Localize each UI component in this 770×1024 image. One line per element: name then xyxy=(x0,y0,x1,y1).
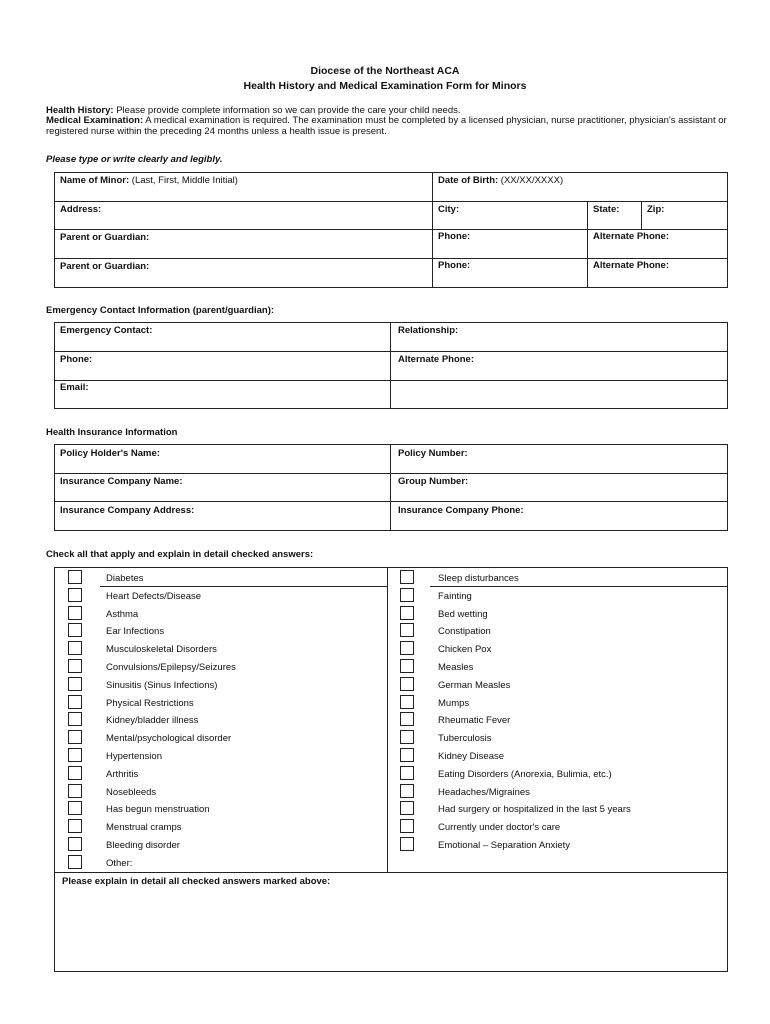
checklist-item-label: Arthritis xyxy=(106,769,139,780)
checklist-item-label: Sinusitis (Sinus Infections) xyxy=(106,680,218,691)
health-history-label: Health History: xyxy=(46,105,114,116)
checkbox[interactable] xyxy=(400,641,414,655)
guardian1-phone-label: Phone: xyxy=(438,231,471,242)
guardian1-label: Parent or Guardian: xyxy=(60,232,150,243)
checkbox[interactable] xyxy=(400,588,414,602)
guardian2-phone-field[interactable] xyxy=(438,260,470,271)
checklist-item-label: Ear Infections xyxy=(106,626,165,637)
checklist-item-label: Diabetes xyxy=(106,573,144,584)
checkbox[interactable] xyxy=(68,588,82,602)
divider xyxy=(641,201,642,229)
emergency-phone-label: Phone: xyxy=(60,354,93,365)
checkbox[interactable] xyxy=(68,712,82,726)
relationship-field[interactable] xyxy=(398,325,458,336)
medical-exam-text: A medical examination is required. The examination must be completed by a licensed physician, nurse practitioner, physician's assistant or registered nurse within the preceding 24 months unless a health issue is present. xyxy=(46,115,727,137)
checklist-item-label: Headaches/Migraines xyxy=(438,787,530,798)
checkbox[interactable] xyxy=(68,730,82,744)
checkbox[interactable] xyxy=(400,837,414,851)
checklist-item-label: Asthma xyxy=(106,609,139,620)
checkbox[interactable] xyxy=(400,784,414,798)
emergency-contact-label: Emergency Contact: xyxy=(60,325,153,336)
emergency-phone-field[interactable] xyxy=(60,354,92,365)
checkbox[interactable] xyxy=(400,801,414,815)
health-history-text: Please provide complete information so we can provide the care your child needs. xyxy=(113,105,461,116)
emergency-alt-phone-field[interactable] xyxy=(398,354,474,365)
zip-label: Zip: xyxy=(647,204,665,215)
policy-holder-label: Policy Holder's Name: xyxy=(60,448,160,459)
checklist-item-label: Sleep disturbances xyxy=(438,573,519,584)
checkbox[interactable] xyxy=(68,695,82,709)
insurance-address-label: Insurance Company Address: xyxy=(60,505,195,516)
divider xyxy=(587,201,588,288)
checklist-item-label: Nosebleeds xyxy=(106,787,157,798)
checklist-item-label: Bleeding disorder xyxy=(106,840,180,851)
checklist-item-label: Rheumatic Fever xyxy=(438,715,511,726)
guardian1-alt-phone-field[interactable] xyxy=(593,231,669,242)
group-number-label: Group Number: xyxy=(398,476,469,487)
checklist-item-label: Fainting xyxy=(438,591,472,602)
divider xyxy=(54,872,728,873)
address-label: Address: xyxy=(60,204,102,215)
divider xyxy=(54,501,728,502)
checkbox[interactable] xyxy=(68,855,82,869)
checklist-item-label: Physical Restrictions xyxy=(106,698,194,709)
checklist-item-label: Currently under doctor's care xyxy=(438,822,561,833)
divider xyxy=(432,172,433,288)
checkbox[interactable] xyxy=(68,837,82,851)
address-field[interactable] xyxy=(60,204,101,215)
checklist-item-label: Musculoskeletal Disorders xyxy=(106,644,217,655)
divider xyxy=(387,567,388,872)
insurance-phone-field[interactable] xyxy=(398,505,524,516)
minor-name-field[interactable] xyxy=(60,175,238,186)
guardian2-phone-label: Phone: xyxy=(438,260,471,271)
policy-number-label: Policy Number: xyxy=(398,448,468,459)
emergency-table xyxy=(54,322,728,409)
city-label: City: xyxy=(438,204,460,215)
divider xyxy=(54,229,728,230)
state-label: State: xyxy=(593,204,620,215)
minor-name-hint: (Last, First, Middle Initial) xyxy=(129,175,238,186)
checklist-item-label: Constipation xyxy=(438,626,491,637)
minor-name-label: Name of Minor: xyxy=(60,175,130,186)
insurance-address-field[interactable] xyxy=(60,505,194,516)
divider xyxy=(54,473,728,474)
checklist-item-label: Emotional – Separation Anxiety xyxy=(438,840,571,851)
relationship-label: Relationship: xyxy=(398,325,459,336)
emergency-contact-field[interactable] xyxy=(60,325,152,336)
checkbox[interactable] xyxy=(400,712,414,726)
checklist-item-label: Convulsions/Epilepsy/Seizures xyxy=(106,662,236,673)
checkbox[interactable] xyxy=(400,695,414,709)
dob-hint: (XX/XX/XXXX) xyxy=(498,175,564,186)
checkbox[interactable] xyxy=(400,819,414,833)
checklist-item-label: Menstrual cramps xyxy=(106,822,182,833)
checklist-item-label: Mumps xyxy=(438,698,470,709)
checkbox[interactable] xyxy=(68,623,82,637)
divider xyxy=(430,586,728,587)
checkbox[interactable] xyxy=(68,801,82,815)
insurance-phone-label: Insurance Company Phone: xyxy=(398,505,524,516)
checkbox[interactable] xyxy=(68,641,82,655)
checkbox[interactable] xyxy=(400,570,414,584)
checklist-item-label: Eating Disorders (Anorexia, Bulimia, etc.) xyxy=(438,769,612,780)
guardian2-alt-phone-field[interactable] xyxy=(593,260,669,271)
divider xyxy=(100,586,387,587)
medical-exam-note xyxy=(46,116,736,137)
checkbox[interactable] xyxy=(68,748,82,762)
explain-label: Please explain in detail all checked answers marked above: xyxy=(62,876,331,887)
checklist-item-label: Chicken Pox xyxy=(438,644,492,655)
divider xyxy=(54,351,728,352)
checklist-item-label: German Measles xyxy=(438,680,511,691)
guardian2-alt-phone-label: Alternate Phone: xyxy=(593,260,670,271)
organization-title: Diocese of the Northeast ACA xyxy=(310,65,460,77)
checklist-item-label: Mental/psychological disorder xyxy=(106,733,232,744)
insurance-section-title: Health Insurance Information xyxy=(46,427,178,438)
checkbox[interactable] xyxy=(400,730,414,744)
checkbox[interactable] xyxy=(68,606,82,620)
checklist-item-label: Had surgery or hospitalized in the last 5 years xyxy=(438,804,631,815)
emergency-alt-phone-label: Alternate Phone: xyxy=(398,354,475,365)
explain-textarea[interactable] xyxy=(56,888,726,970)
checkbox[interactable] xyxy=(68,570,82,584)
insurance-company-field[interactable] xyxy=(60,476,182,487)
dob-label: Date of Birth: xyxy=(438,175,499,186)
checkbox[interactable] xyxy=(68,659,82,673)
checklist-item-label: Measles xyxy=(438,662,474,673)
checklist-item-label: Other: xyxy=(106,858,133,869)
checkbox[interactable] xyxy=(400,623,414,637)
group-number-field[interactable] xyxy=(398,476,468,487)
emergency-section-title: Emergency Contact Information (parent/guardian): xyxy=(46,305,275,316)
checkbox[interactable] xyxy=(68,766,82,780)
dob-field[interactable] xyxy=(438,175,563,186)
divider xyxy=(54,201,728,202)
checkbox[interactable] xyxy=(400,677,414,691)
state-field[interactable] xyxy=(593,204,619,215)
guardian1-field[interactable] xyxy=(60,232,149,243)
checkbox[interactable] xyxy=(68,819,82,833)
zip-field[interactable] xyxy=(647,204,664,215)
guardian2-field[interactable] xyxy=(60,261,149,272)
divider xyxy=(390,444,391,531)
divider xyxy=(390,322,391,409)
policy-number-field[interactable] xyxy=(398,448,468,459)
medical-exam-label: Medical Examination: xyxy=(46,115,144,126)
guardian1-phone-field[interactable] xyxy=(438,231,470,242)
checklist-item-label: Hypertension xyxy=(106,751,162,762)
checkbox[interactable] xyxy=(68,784,82,798)
checkbox[interactable] xyxy=(400,606,414,620)
checkbox[interactable] xyxy=(68,677,82,691)
checklist-item-label: Kidney Disease xyxy=(438,751,505,762)
email-field[interactable] xyxy=(60,382,89,393)
checklist-item-label: Kidney/bladder illness xyxy=(106,715,199,726)
policy-holder-field[interactable] xyxy=(60,448,160,459)
checklist-item-label: Tuberculosis xyxy=(438,733,492,744)
checklist-item-label: Heart Defects/Disease xyxy=(106,591,202,602)
instruction-text: Please type or write clearly and legibly. xyxy=(46,154,223,165)
form-title: Health History and Medical Examination Form for Minors xyxy=(243,80,527,92)
divider xyxy=(54,258,728,259)
guardian2-label: Parent or Guardian: xyxy=(60,261,150,272)
checkbox[interactable] xyxy=(400,766,414,780)
conditions-section-title: Check all that apply and explain in detail checked answers: xyxy=(46,549,314,560)
checkbox[interactable] xyxy=(400,748,414,762)
guardian1-alt-phone-label: Alternate Phone: xyxy=(593,231,670,242)
city-field[interactable] xyxy=(438,204,459,215)
divider xyxy=(54,380,728,381)
checklist-item-label: Bed wetting xyxy=(438,609,488,620)
checklist-item-label: Has begun menstruation xyxy=(106,804,210,815)
email-label: Email: xyxy=(60,382,89,393)
insurance-company-label: Insurance Company Name: xyxy=(60,476,183,487)
checkbox[interactable] xyxy=(400,659,414,673)
